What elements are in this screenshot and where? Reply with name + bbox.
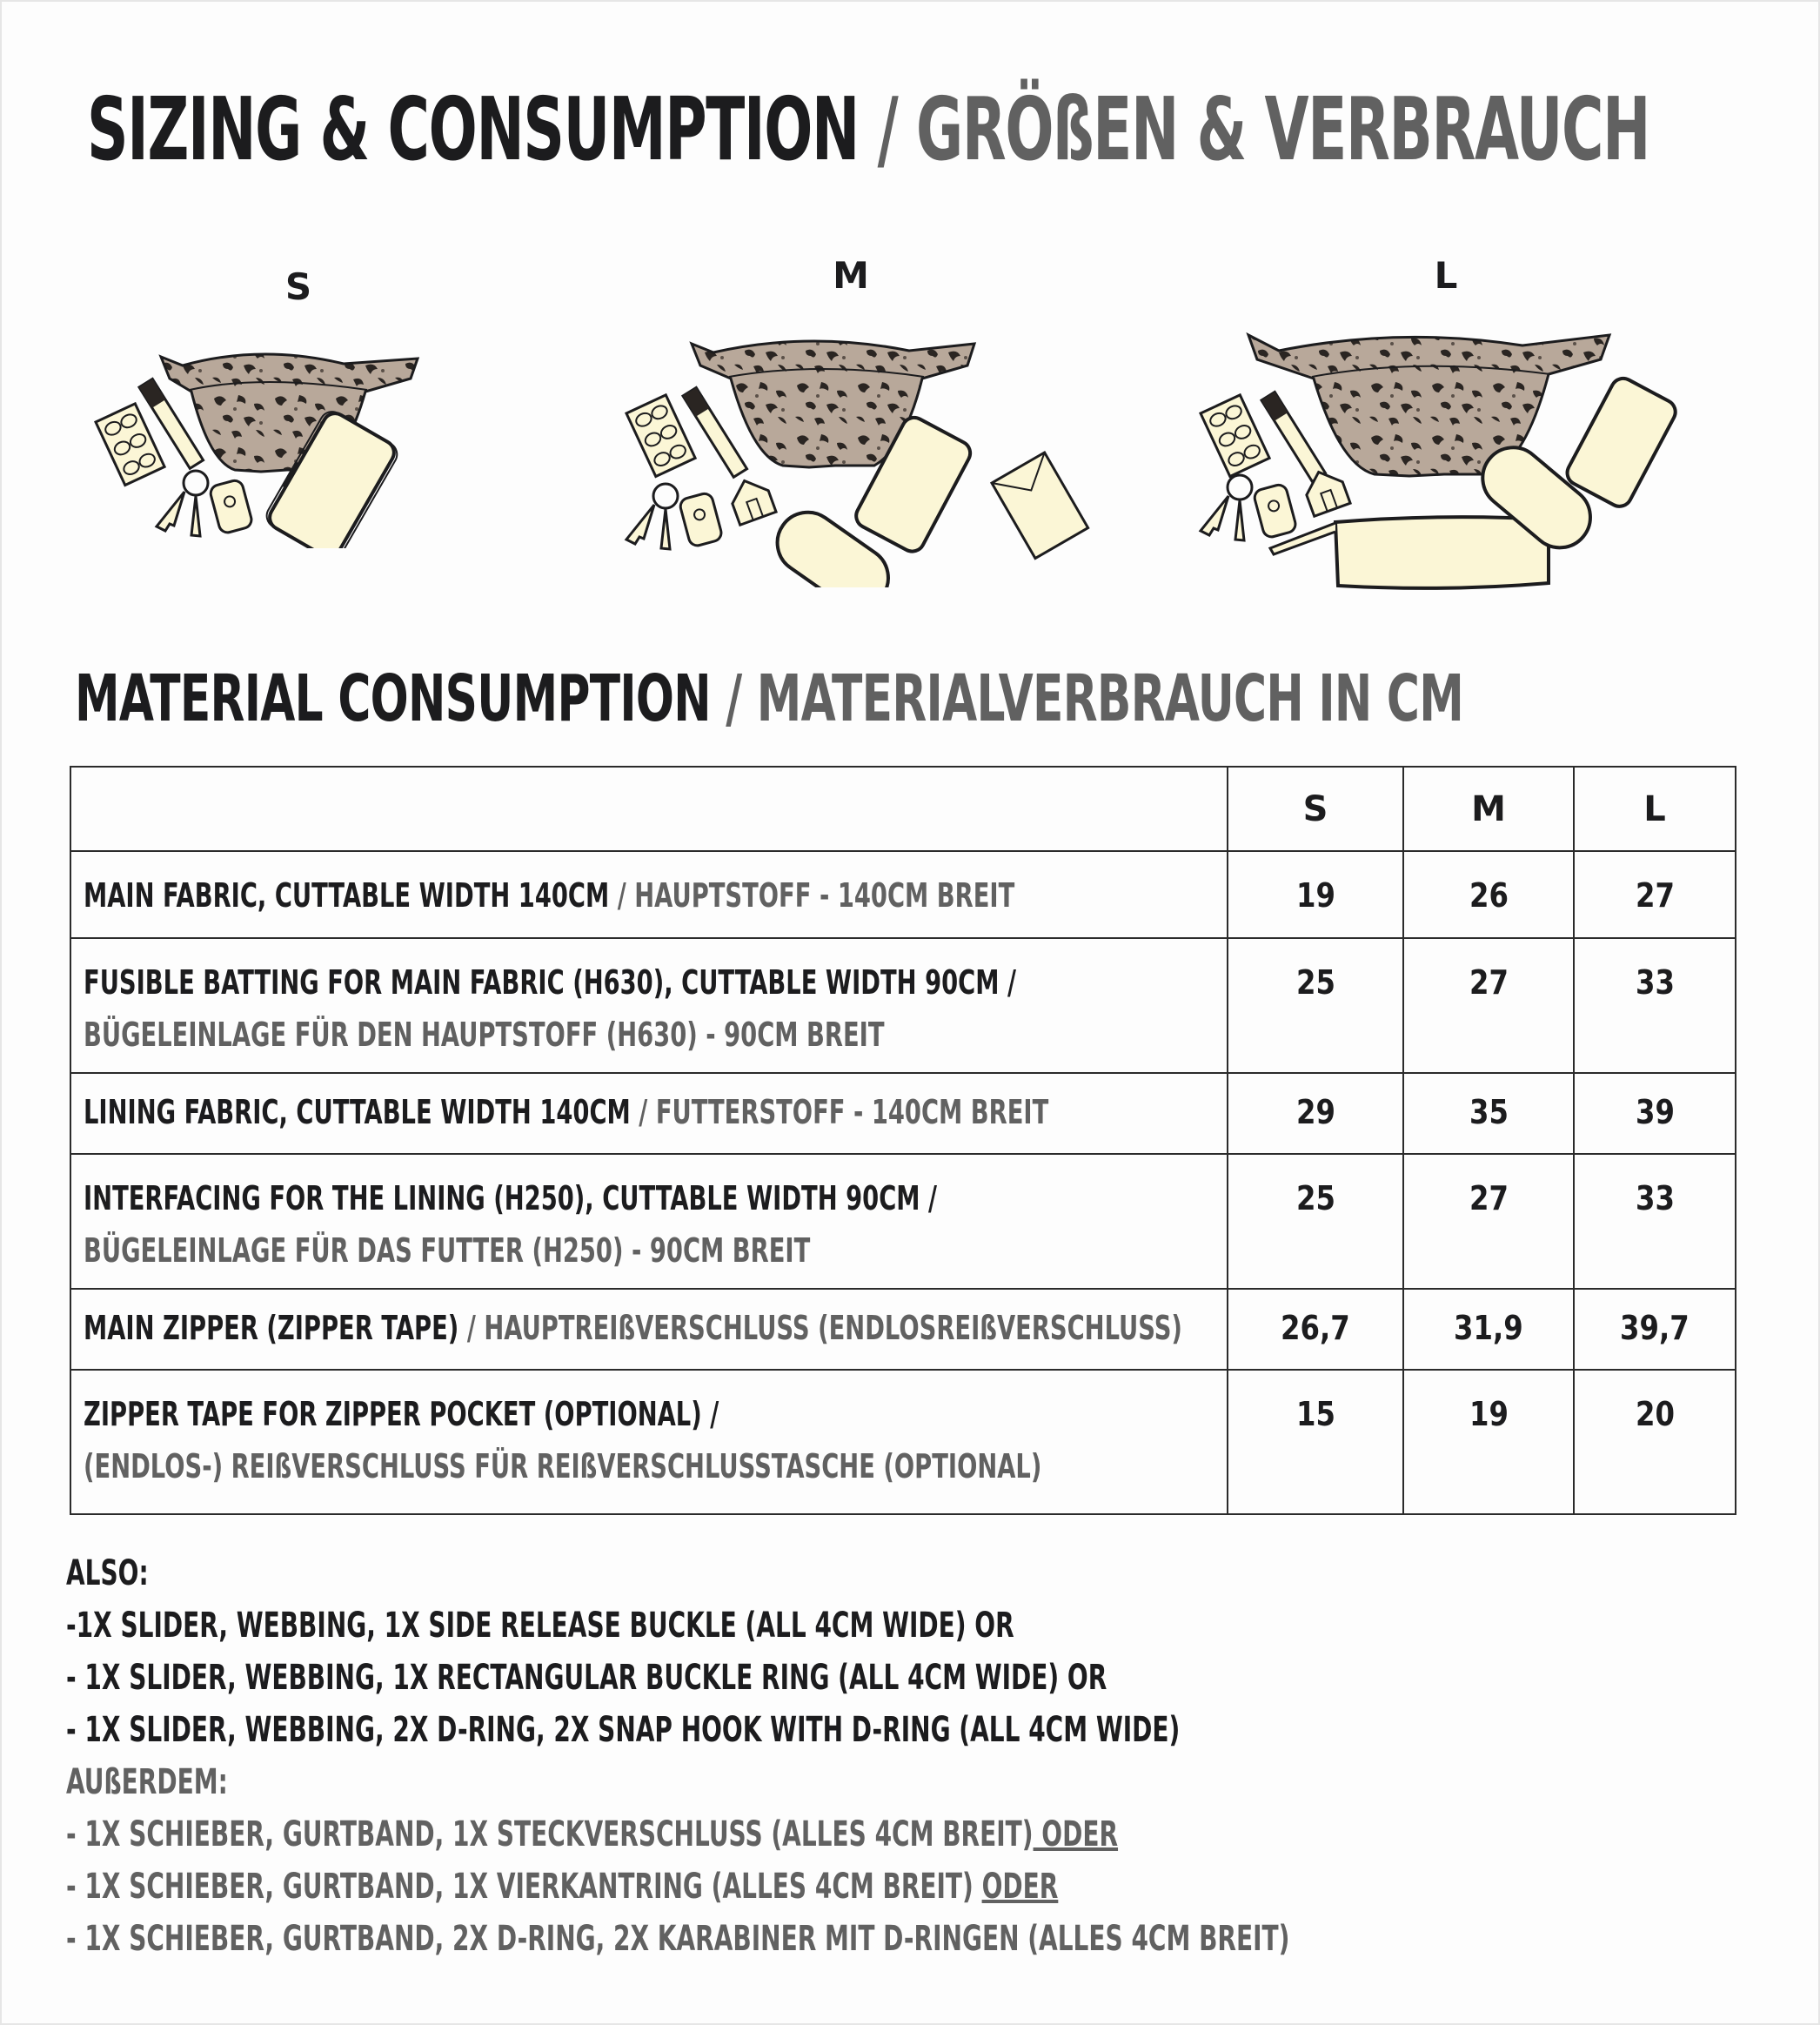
zipper-pouch-icon (1270, 517, 1549, 588)
pill-blister-icon (1201, 395, 1269, 477)
row-value-m: 27 (1403, 1154, 1574, 1289)
row-value-l: 33 (1574, 938, 1736, 1073)
illustration-s (87, 339, 470, 548)
keys-icon (626, 484, 678, 549)
car-key-icon (209, 479, 253, 534)
size-label-m: M (833, 254, 869, 297)
title-separator: / (858, 78, 917, 180)
row-de: HAUPTSTOFF - 140CM BREIT (634, 876, 1015, 915)
row-de: (ENDLOS-) REIßVERSCHLUSS FÜR REIßVERSCHLUSSTASCHE (OPTIONAL) (84, 1447, 1042, 1485)
car-key-icon (1253, 483, 1297, 539)
row-en: FUSIBLE BATTING FOR MAIN FABRIC (H630), CUTTABLE WIDTH 90CM / (84, 963, 1016, 1002)
illustration-l (1183, 326, 1723, 622)
page-title (87, 78, 1649, 180)
row-value-m: 26 (1403, 851, 1574, 938)
also-item-en: -1X SLIDER, WEBBING, 1X SIDE RELEASE BUCKLE (ALL 4CM WIDE) OR (66, 1606, 1014, 1646)
additional-materials (66, 1547, 1814, 1965)
material-title-separator: / (710, 661, 757, 736)
row-value-s: 29 (1228, 1073, 1403, 1154)
lip-balm-icon (1261, 392, 1326, 481)
row-value-s: 19 (1228, 851, 1403, 938)
row-de: FUTTERSTOFF - 140CM BREIT (655, 1093, 1049, 1131)
row-value-m: 35 (1403, 1073, 1574, 1154)
row-value-s: 15 (1228, 1370, 1403, 1514)
also-item-en: - 1X SLIDER, WEBBING, 1X RECTANGULAR BUCKLE RING (ALL 4CM WIDE) OR (66, 1658, 1107, 1698)
phone-icon (1563, 374, 1680, 511)
material-title (75, 661, 1463, 736)
row-value-s: 25 (1228, 1154, 1403, 1289)
row-de: BÜGELEINLAGE FÜR DEN HAUPTSTOFF (H630) - 90CM BREIT (84, 1016, 885, 1054)
row-description (70, 1370, 1228, 1514)
table-row-zipper-tape-pocket (70, 1370, 1736, 1514)
header-size-s: S (1228, 767, 1403, 851)
also-heading-de: AUßERDEM: (66, 1762, 228, 1802)
house-keyring-icon (726, 474, 776, 525)
row-value-s: 26,7 (1228, 1289, 1403, 1370)
row-de: HAUPTREIßVERSCHLUSS (ENDLOSREIßVERSCHLUSS) (484, 1309, 1182, 1347)
row-description: LINING FABRIC, CUTTABLE WIDTH 140CM / FUTTERSTOFF - 140CM BREIT (70, 1073, 1228, 1154)
keys-icon (157, 471, 208, 536)
consumption-table (70, 766, 1736, 1515)
row-de: BÜGELEINLAGE FÜR DAS FUTTER (H250) - 90CM BREIT (84, 1231, 811, 1270)
table-row-main-zipper (70, 1289, 1736, 1370)
header-size-l: L (1574, 767, 1736, 851)
row-en: ZIPPER TAPE FOR ZIPPER POCKET (OPTIONAL) / (84, 1395, 719, 1433)
also-item-en: - 1X SLIDER, WEBBING, 2X D-RING, 2X SNAP HOOK WITH D-RING (ALL 4CM WIDE) (66, 1710, 1181, 1750)
row-description (70, 938, 1228, 1073)
pill-blister-icon (96, 404, 164, 486)
size-label-s: S (284, 265, 312, 308)
header-size-m: M (1403, 767, 1574, 851)
row-value-l: 39,7 (1574, 1289, 1736, 1370)
illustration-m (609, 326, 1096, 587)
header-description (70, 767, 1228, 851)
title-en: SIZING & CONSUMPTION (87, 78, 859, 180)
car-key-icon (679, 492, 723, 547)
title-de: GRÖßEN & VERBRAUCH (916, 78, 1650, 180)
row-value-l: 27 (1574, 851, 1736, 938)
material-title-de: MATERIALVERBRAUCH IN CM (756, 661, 1464, 736)
size-label-l: L (1434, 254, 1458, 297)
pill-blister-icon (626, 395, 695, 477)
row-value-l: 20 (1574, 1370, 1736, 1514)
row-en: MAIN ZIPPER (ZIPPER TAPE) (84, 1309, 459, 1347)
also-item-de: - 1X SCHIEBER, GURTBAND, 2X D-RING, 2X KARABINER MIT D-RINGEN (ALLES 4CM BREIT) (66, 1919, 1290, 1959)
row-value-l: 39 (1574, 1073, 1736, 1154)
row-value-s: 25 (1228, 938, 1403, 1073)
row-value-m: 31,9 (1403, 1289, 1574, 1370)
row-value-l: 33 (1574, 1154, 1736, 1289)
row-value-m: 19 (1403, 1370, 1574, 1514)
also-heading-en: ALSO: (66, 1553, 149, 1593)
row-en: LINING FABRIC, CUTTABLE WIDTH 140CM (84, 1093, 631, 1131)
also-item-de: - 1X SCHIEBER, GURTBAND, 1X STECKVERSCHLUSS (ALLES 4CM BREIT) ODER (66, 1814, 1119, 1854)
row-description: MAIN ZIPPER (ZIPPER TAPE) / HAUPTREIßVERSCHLUSS (ENDLOSREIßVERSCHLUSS) (70, 1289, 1228, 1370)
row-en: INTERFACING FOR THE LINING (H250), CUTTABLE WIDTH 90CM / (84, 1179, 938, 1217)
card-pouch-icon (992, 453, 1088, 559)
material-title-en: MATERIAL CONSUMPTION (75, 661, 711, 736)
table-row-interfacing-lining (70, 1154, 1736, 1289)
table-row-main-fabric (70, 851, 1736, 938)
row-description: MAIN FABRIC, CUTTABLE WIDTH 140CM / HAUPTSTOFF - 140CM BREIT (70, 851, 1228, 938)
row-value-m: 27 (1403, 938, 1574, 1073)
also-item-de: - 1X SCHIEBER, GURTBAND, 1X VIERKANTRING (ALLES 4CM BREIT) ODER (66, 1867, 1059, 1907)
row-en: MAIN FABRIC, CUTTABLE WIDTH 140CM (84, 876, 610, 915)
table-row-lining-fabric (70, 1073, 1736, 1154)
keys-icon (1201, 475, 1252, 540)
table-row-fusible-batting (70, 938, 1736, 1073)
row-description (70, 1154, 1228, 1289)
table-header-row (70, 767, 1736, 851)
